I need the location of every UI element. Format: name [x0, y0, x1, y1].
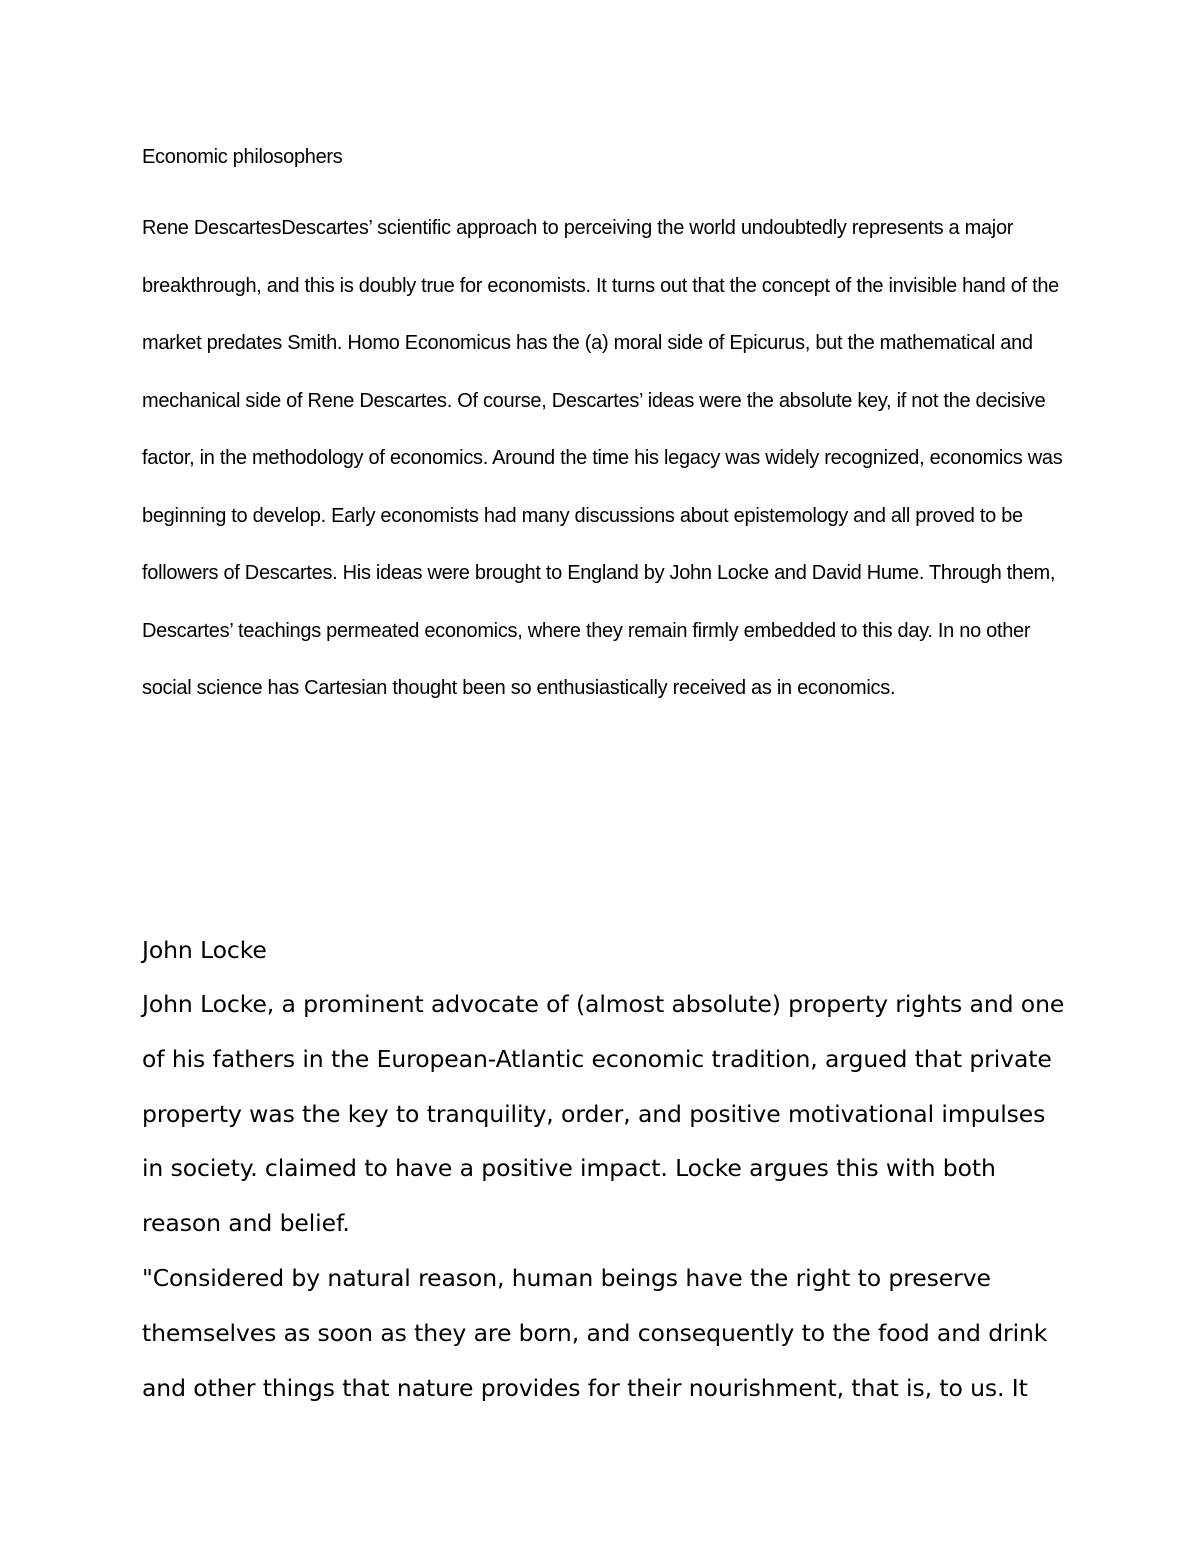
section-descartes: [142, 138, 1072, 718]
locke-paragraph: John Locke, a prominent advocate of (almost absolute) property rights and one of his fathers in the European-Atlantic economic tradition, argued that private property was the key to tranquility, order, and positive motivational impulses in society. claimed to have a positive impact. Locke argues this with both reason and belief.: [142, 990, 1065, 1238]
section-locke: [142, 930, 1072, 1415]
document-title: Economic philosophers: [142, 146, 343, 168]
descartes-paragraph: Rene DescartesDescartes’ scientific approach to perceiving the world undoubtedly represents a major breakthrough, and this is doubly true for economists. It turns out that the concept of the invisible hand of the market predates Smith. Homo Economicus has the (a) moral side of Epicurus, but the mathematical and mechanical side of Rene Descartes. Of course, Descartes’ ideas were the absolute key, if not the decisive factor, in the methodology of economics. Around the time his legacy was widely recognized, economics was beginning to develop. Early economists had many discussions about epistemology and all proved to be followers of Descartes. His ideas were brought to England by John Locke and David Hume. Through them, Descartes’ teachings permeated economics, where they remain firmly embedded to this day. In no other social science has Cartesian thought been so enthusiastically received as in economics.: [142, 217, 1063, 699]
locke-heading: John Locke: [142, 936, 267, 964]
locke-quote-paragraph: "Considered by natural reason, human beings have the right to preserve themselves as soon as they are born, and consequently to the food and drink and other things that nature provides for their nourishment, that is, to us. It: [142, 1263, 1048, 1402]
